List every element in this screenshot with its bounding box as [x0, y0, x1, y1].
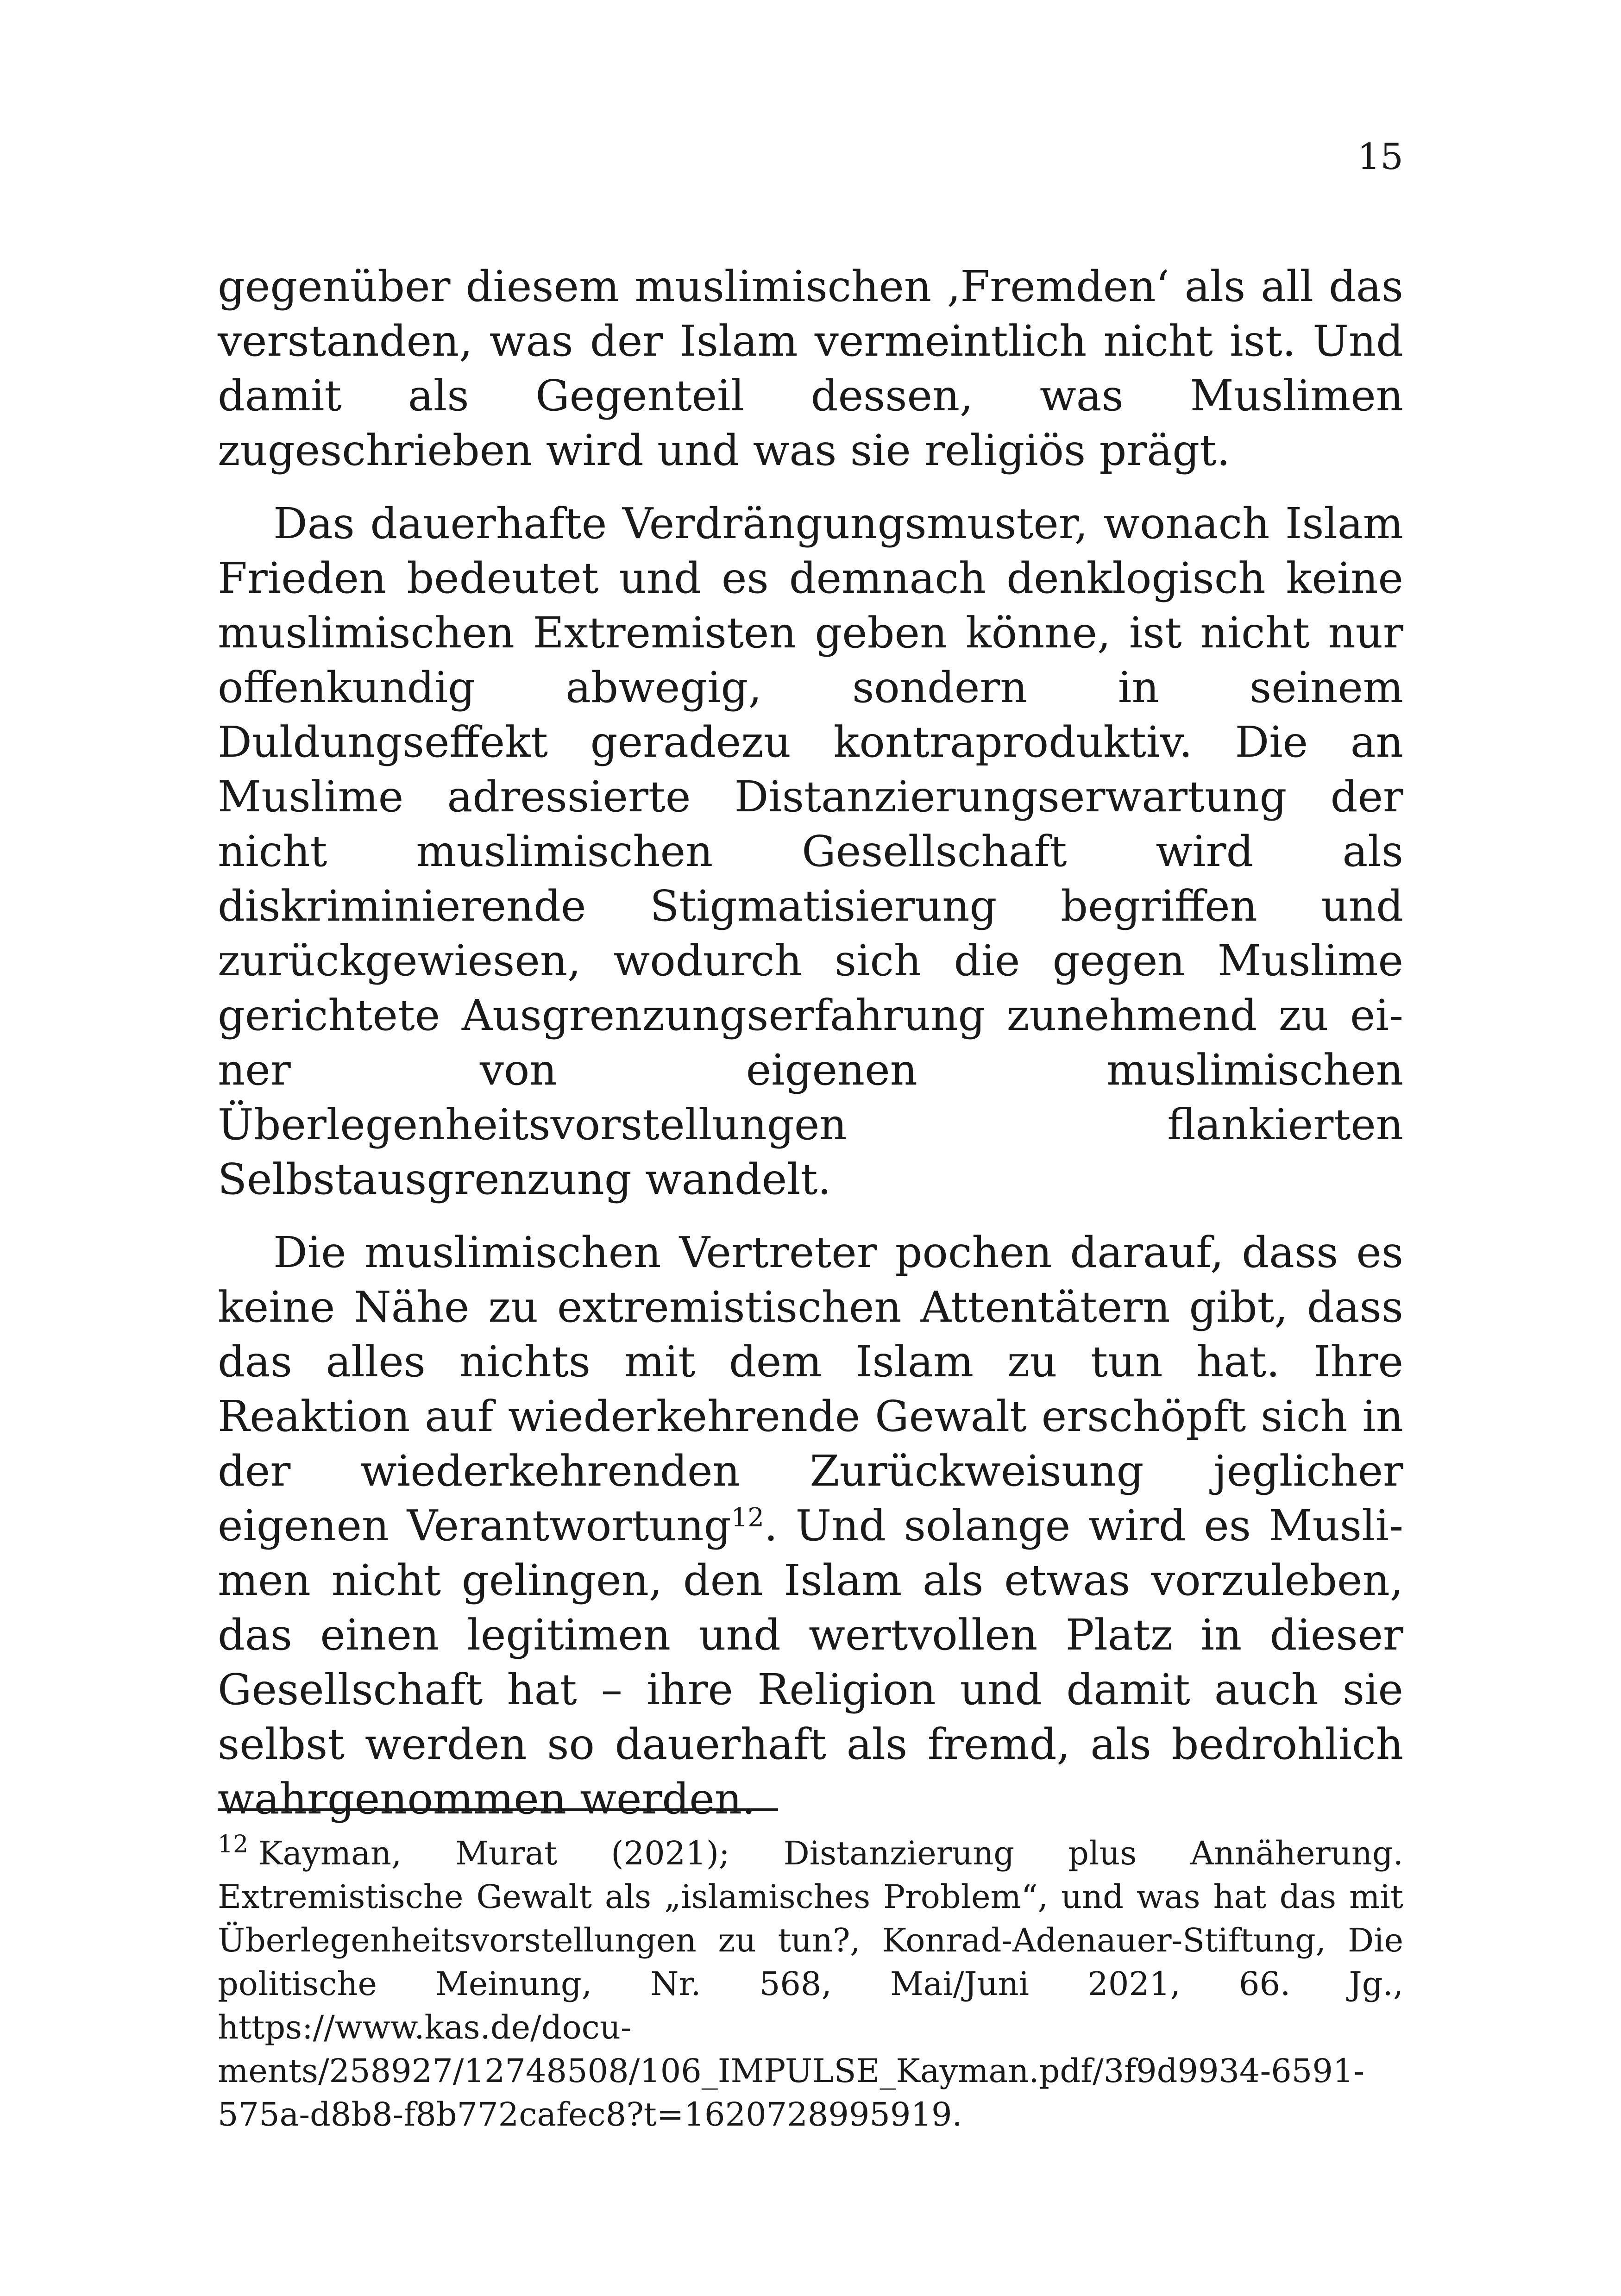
paragraph-3-text-before-ref: Die muslimischen Vertreter pochen darauf, dass es keine Nähe zu extremistischen Attentätern gibt, dass das alles nichts mit dem Islam zu tun hat. Ihre Reaktion auf wiederkehrende Gewalt erschöpft sich in der wiederkehrenden Zurückweisung jeglicher eigenen Verantwortung: [218, 1228, 1403, 1550]
body-text: [218, 259, 1403, 1845]
footnote-entry: [218, 1832, 1403, 2136]
footnote-divider: [218, 1808, 778, 1811]
footnote-text: Kayman, Murat (2021); Distanzierung plus Annäherung. Extremistische Gewalt als „islamisches Problem“, und was hat das mit Überlegenheitsvorstellungen zu tun?, Konrad-Adenauer-Stiftung, Die politische Meinung, Nr. 568, Mai/Juni 2021, 66. Jg., https://www.kas.de/documents/258927/12748508/106_IMPULSE_Kayman.pdf/3f9d9934-6591-575a-d8b8-f8b772cafec8?t=1620728995919.: [218, 1834, 1403, 2133]
paragraph-2: Das dauerhafte Verdrängungsmuster, wonach Islam Frieden bedeutet und es demnach denklogisch keine muslimischen Extremisten geben könne, ist nicht nur offenkundig abwegig, sondern in seinem Duldungseffekt geradezu kontraproduktiv. Die an Muslime adressierte Distanzierungserwartung der nicht muslimischen Gesellschaft wird als diskriminierende Stigmatisierung begriffen und zurückgewiesen, wodurch sich die gegen Muslime gerichtete Ausgrenzungserfahrung zunehmend zu einer von eigenen muslimischen Überlegenheitsvorstellungen flankierten Selbstausgrenzung wandelt.: [218, 499, 1403, 1204]
footnote-reference[interactable]: 12: [731, 1503, 764, 1533]
footnote: [218, 1832, 1403, 2136]
paragraph-3: [218, 1225, 1403, 1826]
page-number: 15: [1357, 136, 1403, 178]
footnote-number: 12: [218, 1831, 249, 1858]
paragraph-1: gegenüber diesem muslimischen ‚Fremden‘ als all das verstanden, was der Islam vermeintlich nicht ist. Und damit als Gegenteil dessen, was Muslimen zugeschrieben wird und was sie religiös prägt.: [218, 262, 1403, 475]
paragraph-3-text-after-ref: . Und solange wird es Muslimen nicht gelingen, den Islam als etwas vorzuleben, das einen legitimen und wertvollen Platz in dieser Gesellschaft hat – ihre Religion und damit auch sie selbst werden so dauerhaft als fremd, als bedrohlich wahrgenommen werden.: [218, 1501, 1404, 1824]
